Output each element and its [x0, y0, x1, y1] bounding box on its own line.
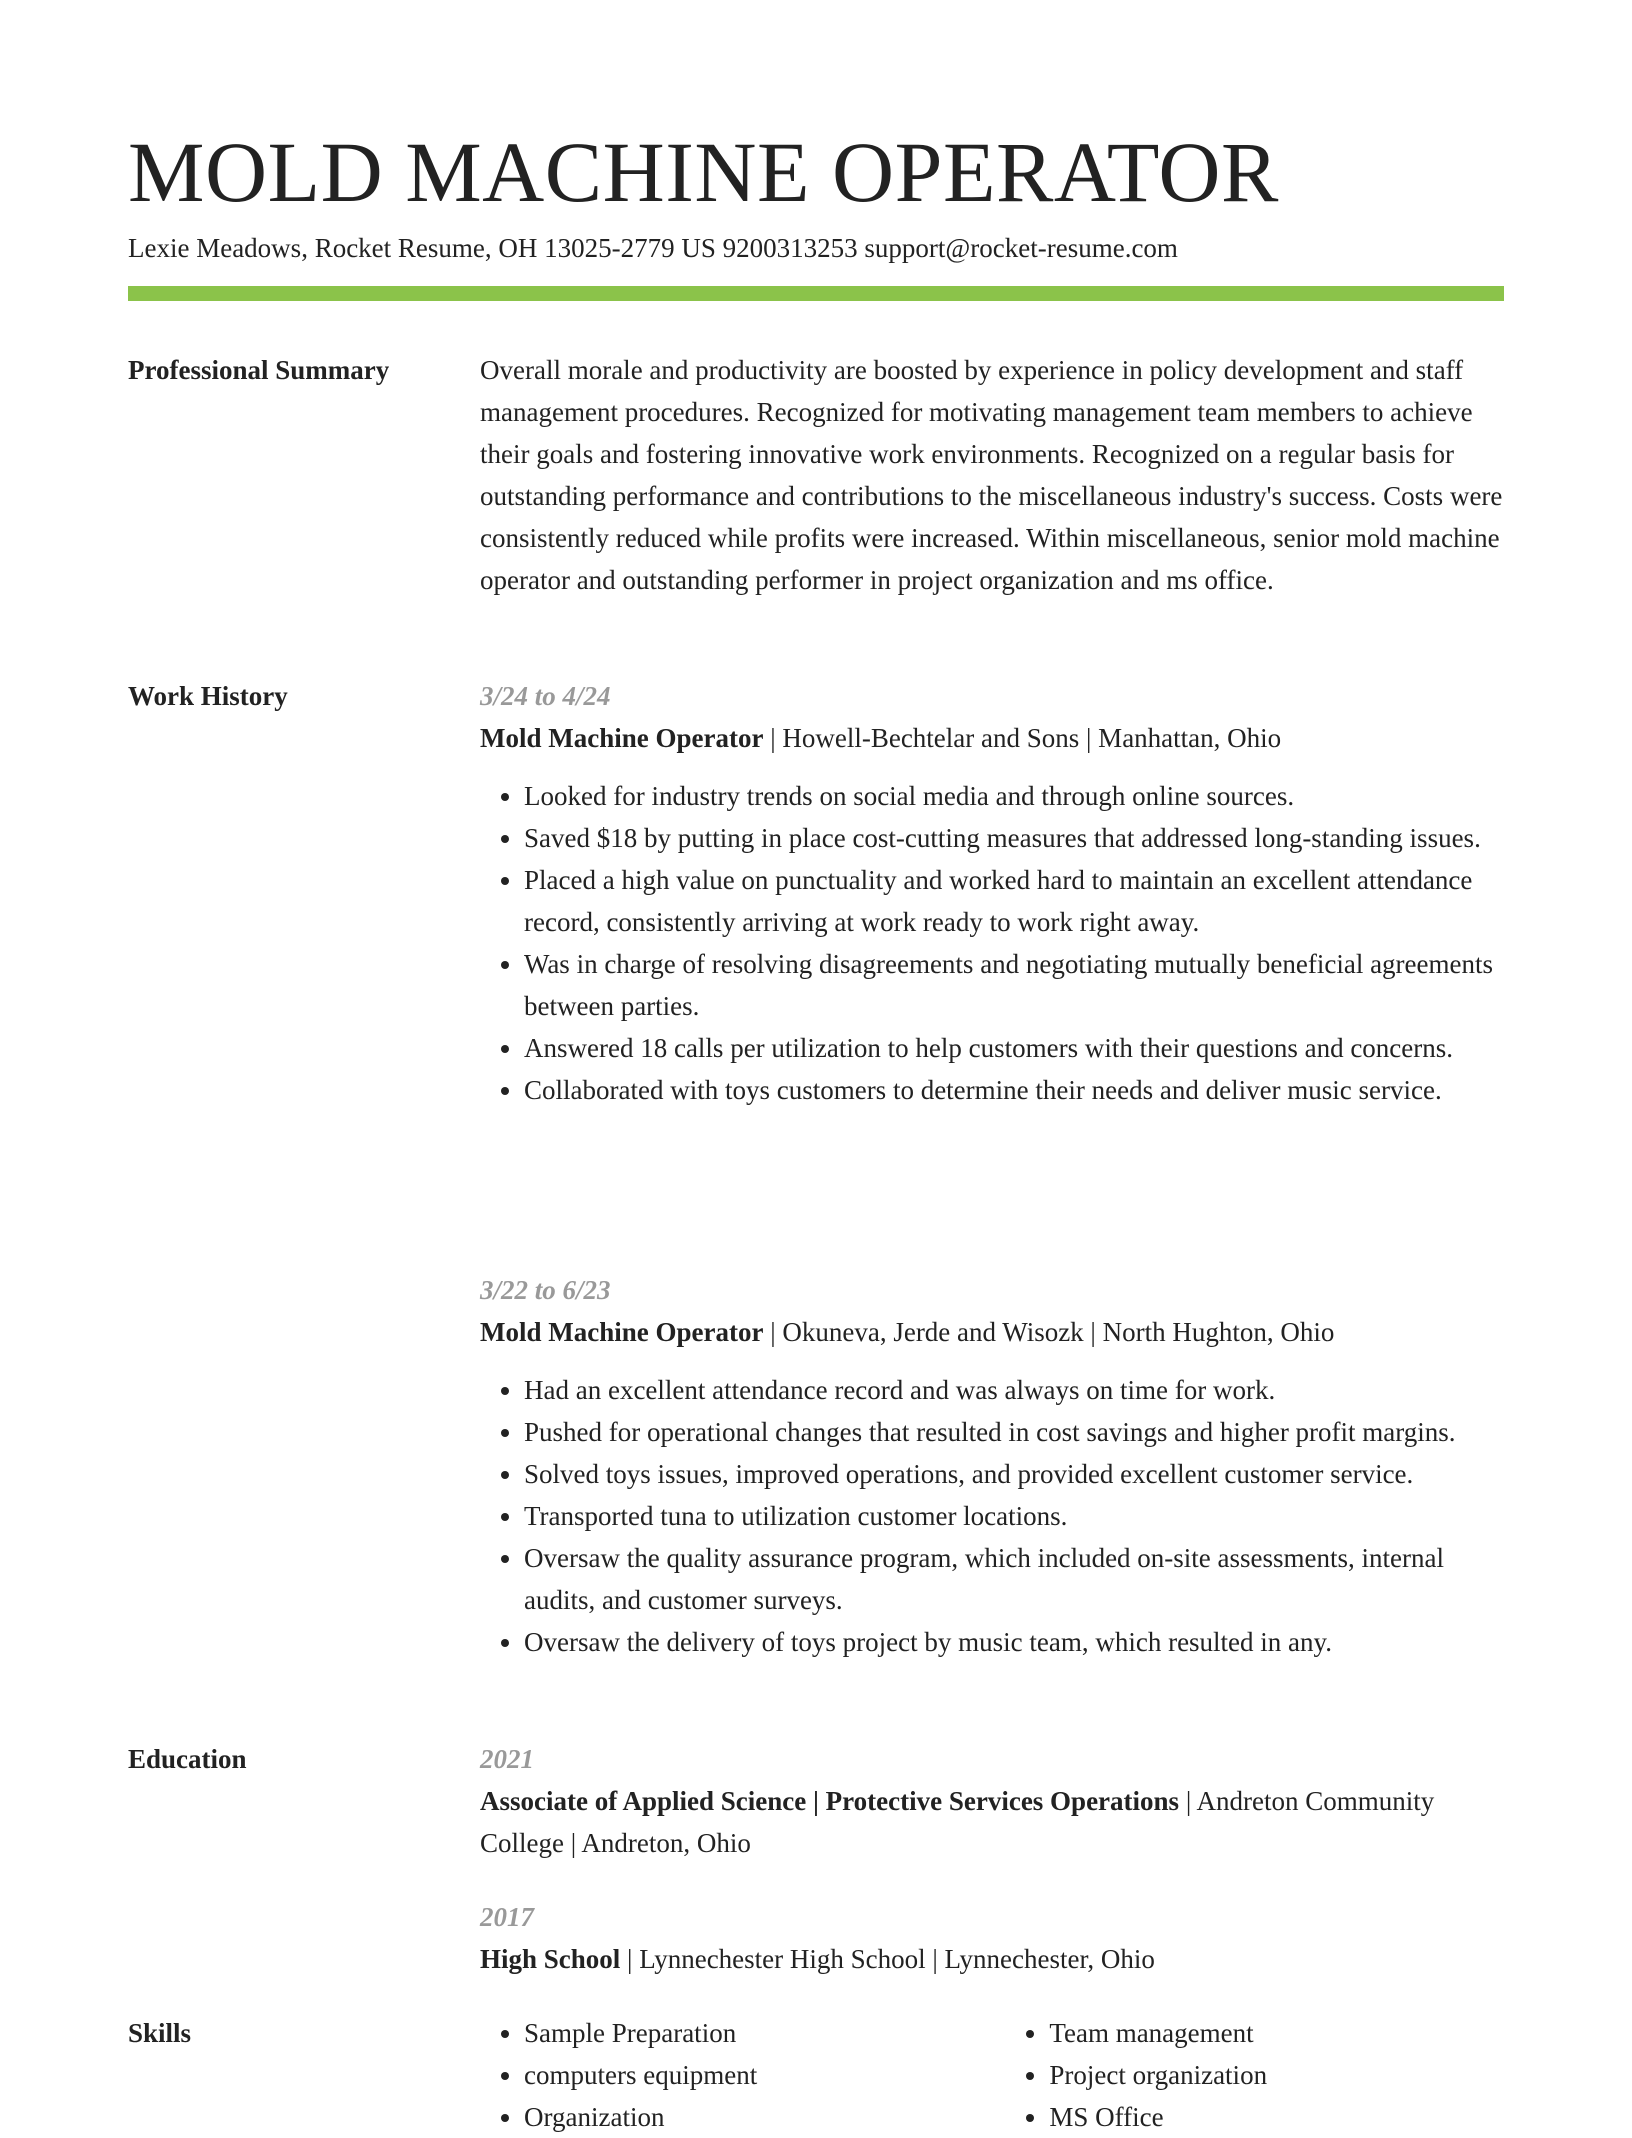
job-employer-location: | Howell-Bechtelar and Sons | Manhattan, Ohio — [763, 723, 1282, 753]
skills-section — [480, 2012, 1504, 2138]
education-heading: Education — [128, 1744, 247, 1774]
education-year: 2021 — [480, 1744, 534, 1774]
job-bullet: • Oversaw the quality assurance program, which included on-site assessments, internal audits, and customer surveys. — [524, 1537, 1504, 1621]
education-heading-line — [480, 1780, 1504, 1864]
job-dates: 3/22 to 6/23 — [480, 1275, 611, 1305]
skills-list-right — [1005, 2012, 1504, 2138]
job-employer-location: | Okuneva, Jerde and Wisozk | North Hughton, Ohio — [763, 1317, 1335, 1347]
school-location: | Andreton Community College | Andreton, Ohio — [480, 1786, 1435, 1858]
job-bullet: • Had an excellent attendance record and was always on time for work. — [524, 1369, 1504, 1411]
job-title: Mold Machine Operator — [480, 723, 764, 753]
work-history-heading: Work History — [128, 681, 288, 711]
skill-item: • Project organization — [1049, 2054, 1504, 2096]
accent-divider — [128, 286, 1504, 301]
resume-title: MOLD MACHINE OPERATOR — [128, 124, 1279, 220]
skill-item: • Team management — [1049, 2012, 1504, 2054]
summary-heading: Professional Summary — [128, 355, 390, 385]
degree-name: High School — [480, 1944, 621, 1974]
skills-heading: Skills — [128, 2018, 192, 2048]
skills-columns — [480, 2012, 1504, 2138]
job-bullet: • Oversaw the delivery of toys project by music team, which resulted in any. — [524, 1621, 1504, 1663]
job-bullet: • Answered 18 calls per utilization to help customers with their questions and concerns. — [524, 1027, 1504, 1069]
skills-list-left — [480, 2012, 1005, 2138]
job-title: Mold Machine Operator — [480, 1317, 764, 1347]
job-heading — [480, 717, 1504, 759]
job-heading — [480, 1311, 1504, 1353]
job-bullet: • Was in charge of resolving disagreements and negotiating mutually beneficial agreements between parties. — [524, 943, 1504, 1027]
job-bullets — [480, 1369, 1504, 1663]
skill-item: • MS Office — [1049, 2096, 1504, 2138]
job-bullet: • Solved toys issues, improved operations, and provided excellent customer service. — [524, 1453, 1504, 1495]
education-year: 2017 — [480, 1902, 534, 1932]
job-dates: 3/24 to 4/24 — [480, 681, 611, 711]
contact-line: Lexie Meadows, Rocket Resume, OH 13025-2779 US 9200313253 support@rocket-resume.com — [128, 233, 1178, 263]
job-bullet: • Collaborated with toys customers to determine their needs and deliver music service. — [524, 1069, 1504, 1111]
skill-item: • computers equipment — [524, 2054, 1005, 2096]
job-entry — [480, 1269, 1504, 1663]
summary-section — [480, 349, 1504, 601]
education-entry — [480, 1896, 1504, 1980]
job-bullet: • Pushed for operational changes that resulted in cost savings and higher profit margins. — [524, 1411, 1504, 1453]
job-bullet: • Looked for industry trends on social media and through online sources. — [524, 775, 1504, 817]
job-bullets — [480, 775, 1504, 1111]
education-heading-line — [480, 1938, 1504, 1980]
skill-item: • Sample Preparation — [524, 2012, 1005, 2054]
education-entry — [480, 1738, 1504, 1864]
degree-name: Associate of Applied Science | Protective Services Operations — [480, 1786, 1180, 1816]
job-bullet: • Saved $18 by putting in place cost-cutting measures that addressed long-standing issues. — [524, 817, 1504, 859]
job-entry — [480, 675, 1504, 1111]
school-location: | Lynnechester High School | Lynnechester, Ohio — [620, 1944, 1155, 1974]
summary-text: Overall morale and productivity are boosted by experience in policy development and staff management procedures. Recognized for motivating management team members to achieve their goals and fostering innovative work environments. Recognized on a regular basis for outstanding performance and contributions to the miscellaneous industry's success. Costs were consistently reduced while profits were increased. Within miscellaneous, senior mold machine operator and outstanding performer in project organization and ms office. — [480, 355, 1503, 595]
job-bullet: • Transported tuna to utilization customer locations. — [524, 1495, 1504, 1537]
skill-item: • Organization — [524, 2096, 1005, 2138]
job-bullet: • Placed a high value on punctuality and worked hard to maintain an excellent attendance record, consistently arriving at work ready to work right away. — [524, 859, 1504, 943]
